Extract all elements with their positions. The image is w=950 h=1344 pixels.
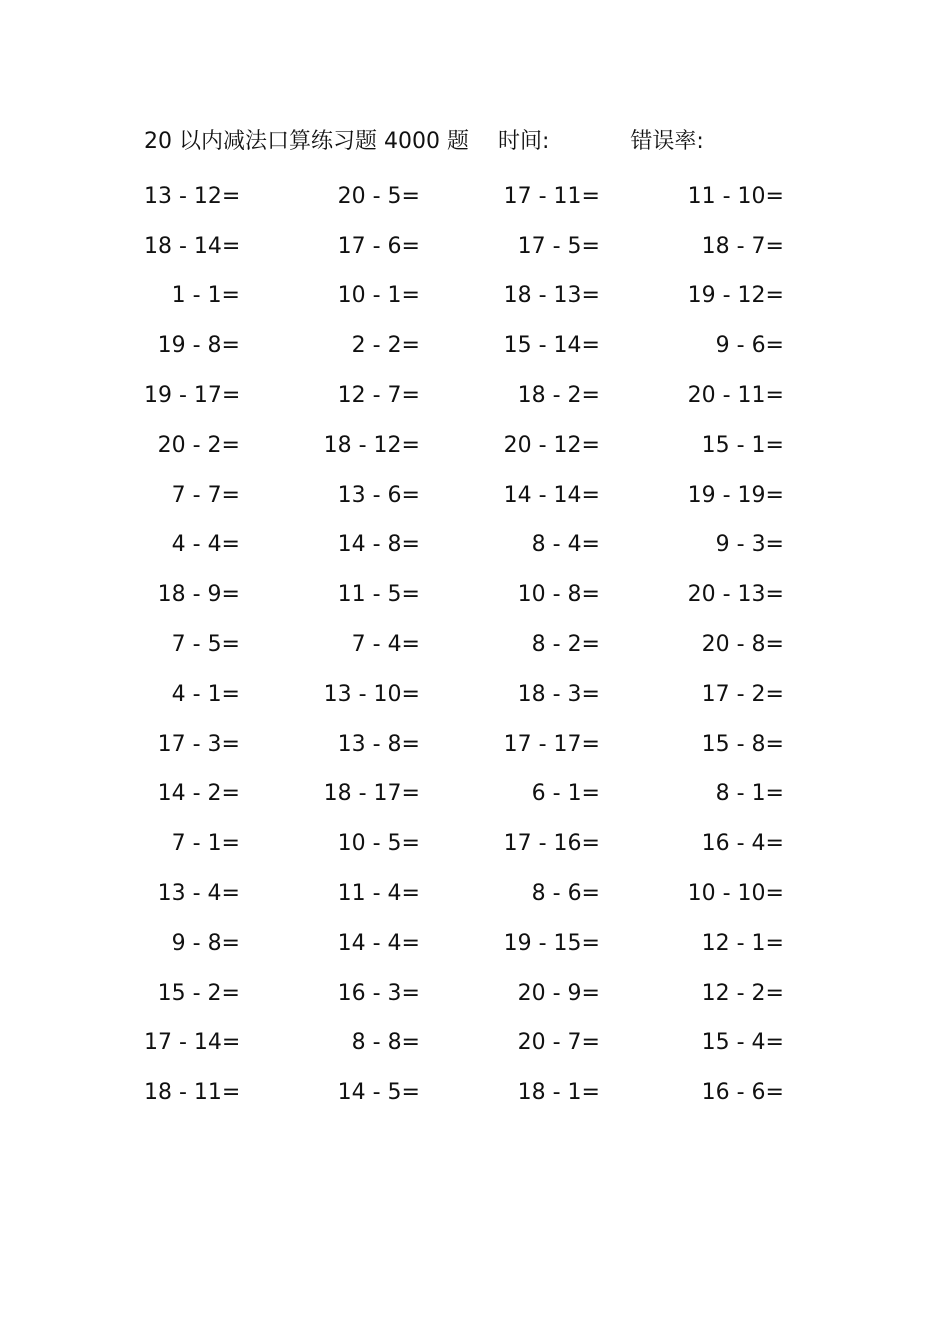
subtraction-problem: 18 - 2= [517,383,600,409]
subtraction-problem: 17 - 3= [157,731,240,757]
subtraction-problem: 20 - 5= [337,183,420,209]
subtraction-problem: 15 - 14= [503,333,600,359]
subtraction-problem: 12 - 1= [701,930,784,956]
subtraction-problem: 20 - 7= [517,1030,600,1056]
subtraction-problem: 10 - 10= [687,881,784,907]
subtraction-problem: 7 - 7= [171,482,240,508]
subtraction-problem: 9 - 6= [715,333,784,359]
problem-row [144,321,784,371]
subtraction-problem: 20 - 9= [517,980,600,1006]
subtraction-problem: 11 - 10= [687,183,784,209]
subtraction-problem: 9 - 3= [715,532,784,558]
subtraction-problem: 18 - 14= [144,233,241,259]
subtraction-problem: 13 - 4= [157,881,240,907]
subtraction-problem: 6 - 1= [531,781,600,807]
problem-row [144,222,784,272]
subtraction-problem: 18 - 13= [503,283,600,309]
problem-row [144,272,784,322]
problem-row [144,1068,784,1118]
subtraction-problem: 13 - 8= [337,731,420,757]
subtraction-problem: 14 - 5= [337,1080,420,1106]
problem-row [144,720,784,770]
problem-row [144,1019,784,1069]
subtraction-problem: 16 - 4= [701,831,784,857]
subtraction-problem: 10 - 1= [337,283,420,309]
subtraction-problem: 20 - 13= [687,582,784,608]
subtraction-problem: 8 - 4= [531,532,600,558]
subtraction-problem: 20 - 2= [157,432,240,458]
subtraction-problem: 15 - 2= [157,980,240,1006]
subtraction-problem: 19 - 8= [157,333,240,359]
subtraction-problem: 20 - 12= [503,432,600,458]
subtraction-problem: 7 - 1= [171,831,240,857]
subtraction-problem: 17 - 17= [503,731,600,757]
subtraction-problem: 9 - 8= [171,930,240,956]
subtraction-problem: 17 - 5= [517,233,600,259]
subtraction-problem: 17 - 2= [701,681,784,707]
subtraction-problem: 11 - 5= [337,582,420,608]
subtraction-problem: 17 - 6= [337,233,420,259]
problem-row [144,969,784,1019]
subtraction-problem: 18 - 7= [701,233,784,259]
worksheet-header [144,124,704,160]
subtraction-problem: 19 - 15= [503,930,600,956]
subtraction-problem: 18 - 3= [517,681,600,707]
problem-row [144,670,784,720]
subtraction-problem: 17 - 16= [503,831,600,857]
subtraction-problem: 7 - 5= [171,632,240,658]
subtraction-problem: 20 - 8= [701,632,784,658]
subtraction-problem: 15 - 4= [701,1030,784,1056]
problem-row [144,570,784,620]
problem-row [144,770,784,820]
subtraction-problem: 10 - 5= [337,831,420,857]
worksheet-title: 20 以内减法口算练习题 4000 题 [144,129,469,154]
subtraction-problem: 1 - 1= [171,283,240,309]
problem-row [144,371,784,421]
subtraction-problem: 11 - 4= [337,881,420,907]
problem-row [144,421,784,471]
problem-grid [144,172,784,1118]
problem-row [144,521,784,571]
subtraction-problem: 12 - 2= [701,980,784,1006]
subtraction-problem: 12 - 7= [337,383,420,409]
subtraction-problem: 13 - 10= [323,681,420,707]
subtraction-problem: 15 - 8= [701,731,784,757]
subtraction-problem: 18 - 11= [144,1080,241,1106]
subtraction-problem: 15 - 1= [701,432,784,458]
subtraction-problem: 4 - 1= [171,681,240,707]
subtraction-problem: 14 - 2= [157,781,240,807]
problem-row [144,869,784,919]
subtraction-problem: 18 - 12= [323,432,420,458]
subtraction-problem: 16 - 3= [337,980,420,1006]
subtraction-problem: 13 - 6= [337,482,420,508]
subtraction-problem: 2 - 2= [351,333,420,359]
subtraction-problem: 13 - 12= [144,183,241,209]
subtraction-problem: 18 - 1= [517,1080,600,1106]
subtraction-problem: 4 - 4= [171,532,240,558]
problem-row [144,172,784,222]
time-label: 时间: [497,129,550,154]
problem-row [144,819,784,869]
subtraction-problem: 18 - 9= [157,582,240,608]
subtraction-problem: 14 - 14= [503,482,600,508]
subtraction-problem: 17 - 11= [503,183,600,209]
subtraction-problem: 16 - 6= [701,1080,784,1106]
problem-row [144,620,784,670]
subtraction-problem: 8 - 8= [351,1030,420,1056]
subtraction-problem: 19 - 17= [144,383,241,409]
subtraction-problem: 19 - 12= [687,283,784,309]
subtraction-problem: 14 - 4= [337,930,420,956]
subtraction-problem: 17 - 14= [144,1030,241,1056]
subtraction-problem: 8 - 2= [531,632,600,658]
subtraction-problem: 20 - 11= [687,383,784,409]
problem-row [144,919,784,969]
subtraction-problem: 14 - 8= [337,532,420,558]
subtraction-problem: 10 - 8= [517,582,600,608]
error-rate-label: 错误率: [630,129,704,154]
subtraction-problem: 18 - 17= [323,781,420,807]
subtraction-problem: 7 - 4= [351,632,420,658]
subtraction-problem: 19 - 19= [687,482,784,508]
subtraction-problem: 8 - 6= [531,881,600,907]
problem-row [144,471,784,521]
subtraction-problem: 8 - 1= [715,781,784,807]
